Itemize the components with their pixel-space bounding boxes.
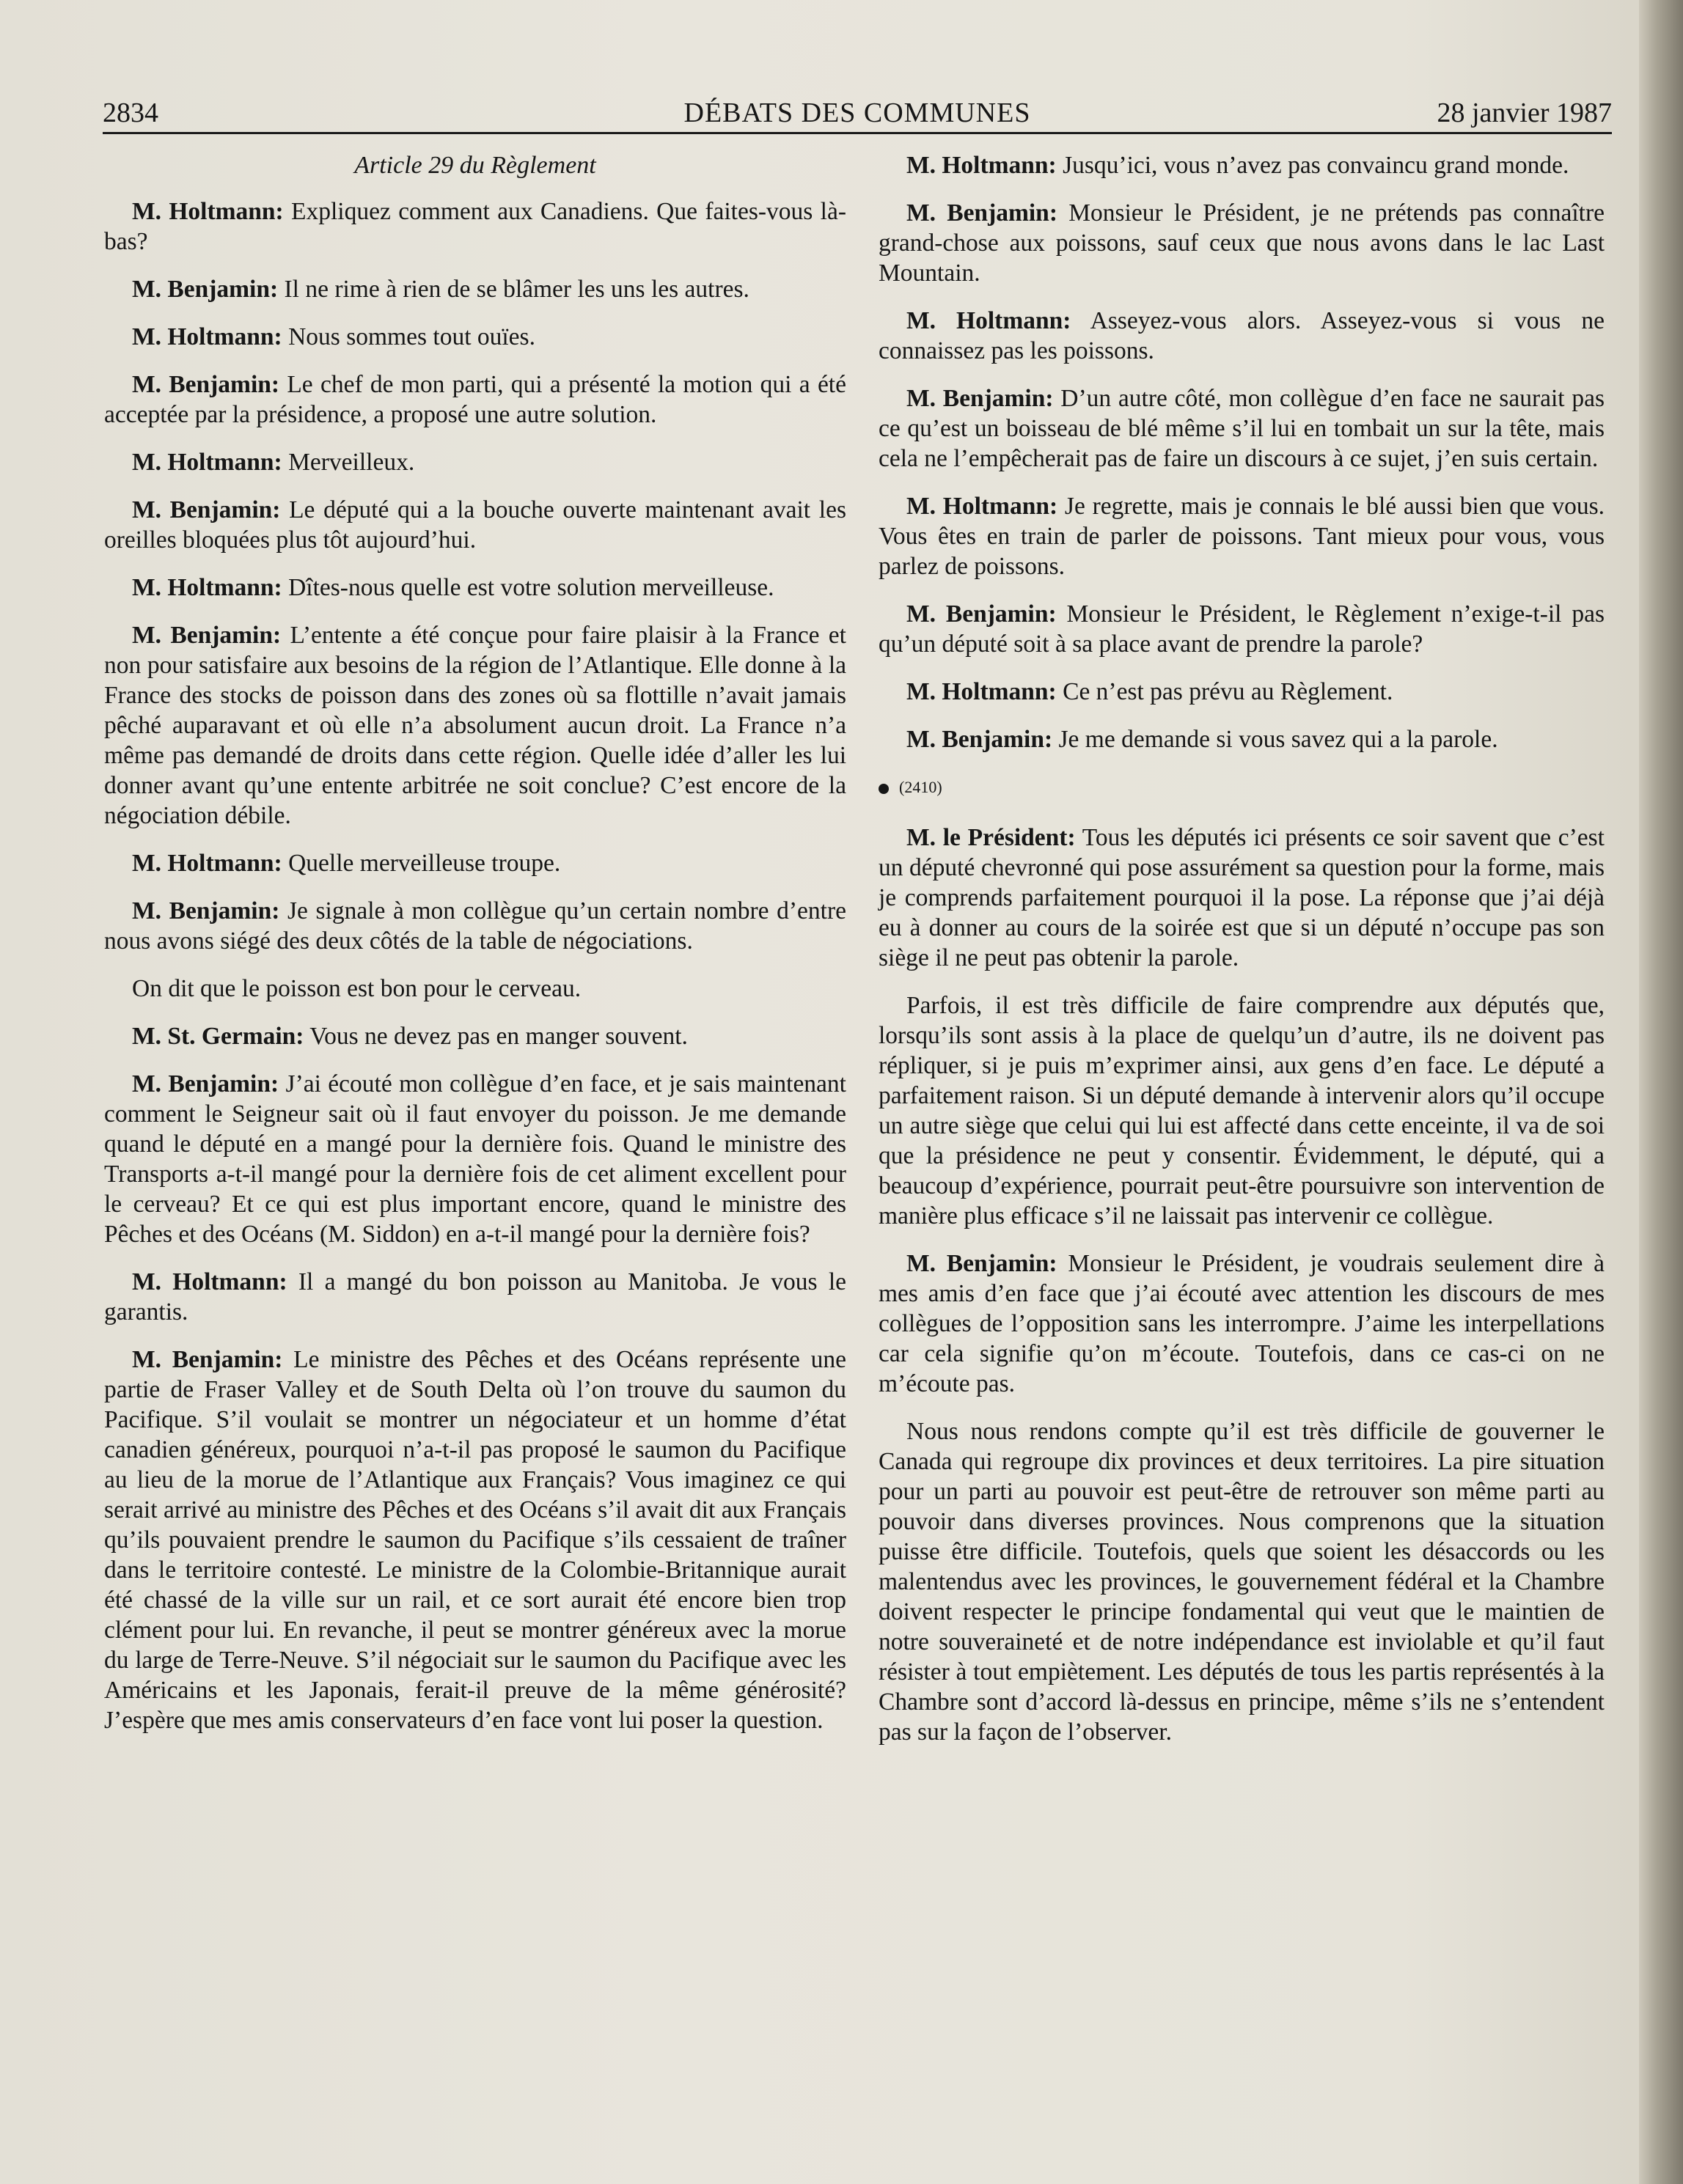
paragraph-text: D’un autre côté, mon collègue d’en face ne saurait pas ce qu’est un boisseau de blé même s’il lui en tombait un sur la tête, mais cela ne l’empêcherait pas de faire un discours à ce sujet, j’en suis certain. xyxy=(879,385,1605,472)
paragraph-text: On dit que le poisson est bon pour le cerveau. xyxy=(132,975,582,1002)
paragraph xyxy=(879,823,1605,973)
paragraph xyxy=(104,447,846,477)
paragraph-text: Le député qui a la bouche ouverte maintenant avait les oreilles bloquées plus tôt aujourd’hui. xyxy=(104,496,846,554)
paragraph xyxy=(879,990,1605,1231)
paragraph-text: Je regrette, mais je connais le blé aussi bien que vous. Vous êtes en train de parler de poissons. Tant mieux pour vous, vous parlez de poissons. xyxy=(879,493,1605,580)
speaker-name: M. Benjamin: xyxy=(906,1250,1057,1277)
paragraph-text: Quelle merveilleuse troupe. xyxy=(282,850,561,877)
speaker-name: M. Benjamin: xyxy=(906,199,1057,227)
right-paragraphs-before xyxy=(879,150,1605,754)
paragraph-text: Monsieur le Président, le Règlement n’exige-t-il pas qu’un député soit à sa place avant de prendre la parole? xyxy=(879,600,1605,658)
paragraph-text: Je signale à mon collègue qu’un certain nombre d’entre nous avons siégé des deux côtés de la table de négociations. xyxy=(104,897,846,955)
left-paragraphs xyxy=(104,196,846,1735)
speaker-name: M. Holtmann: xyxy=(132,1268,287,1295)
paragraph-text: Il ne rime à rien de se blâmer les uns les autres. xyxy=(278,276,749,303)
speaker-name: M. Holtmann: xyxy=(906,152,1057,179)
paragraph xyxy=(879,383,1605,474)
paragraph xyxy=(104,1267,846,1327)
speaker-name: M. Benjamin: xyxy=(132,276,279,303)
paragraph xyxy=(104,896,846,956)
paragraph-text: Il a mangé du bon poisson au Manitoba. Je vous le garantis. xyxy=(104,1268,846,1326)
speaker-name: M. Benjamin: xyxy=(132,622,282,649)
speaker-name: M. Benjamin: xyxy=(906,385,1054,412)
speaker-name: M. Benjamin: xyxy=(132,496,281,523)
speaker-name: M. Holtmann: xyxy=(132,449,282,476)
speaker-name: M. le Président: xyxy=(906,824,1076,851)
paragraph xyxy=(879,677,1605,707)
paragraph-text: Nous nous rendons compte qu’il est très difficile de gouverner le Canada qui regroupe dix provinces et deux territoires. La pire situation pour un parti au pouvoir est peut-être de retrouver son même parti au pouvoir dans diverses provinces. Nous comprenons que la situation puisse être difficile. Toutefois, quels que soient les désaccords ou les malentendus avec les provinces, le gouvernement fédéral et la Chambre doivent respecter le principe fondamental qui veut que le maintien de notre souveraineté et de notre indépendance est inviolable et qu’il faut résister à tout empiètement. Les députés de tous les partis représentés à la Chambre sont d’accord là-dessus en principe, même s’ils ne s’entendent pas sur la façon de l’observer. xyxy=(879,1418,1605,1746)
paragraph xyxy=(104,196,846,257)
paragraph-text: Tous les députés ici présents ce soir savent que c’est un député chevronné qui pose assurément sa question pour la forme, mais je comprends parfaitement pourquoi il la pose. La réponse que j’ai déjà eu à donner au cours de la soirée est que si un député n’occupe pas son siège il ne peut pas obtenir la parole. xyxy=(879,824,1605,971)
paragraph-text: Monsieur le Président, je ne prétends pas connaître grand-chose aux poissons, sauf ceux que nous avons dans le lac Last Mountain. xyxy=(879,199,1605,287)
paragraph-text: Le ministre des Pêches et des Océans représente une partie de Fraser Valley et de South Delta où l’on trouve du saumon du Pacifique. S’il voulait se montrer un négociateur et un homme d’état canadien généreux, pourquoi n’a-t-il pas proposé le saumon du Pacifique au lieu de la morue de l’Atlantique aux Français? Vous imaginez ce qui serait arrivé au ministre des Pêches et des Océans s’il avait dit aux Français qu’ils pouvaient prendre le saumon du Pacifique s’ils cessaient de traîner dans le territoire contesté. Le ministre de la Colombie-Britannique aurait été chassé de la ville sur un rail, et ce sort aurait été encore bien trop clément pour lui. En revanche, il peut se montrer généreux avec la morue du large de Terre-Neuve. S’il négociait sur le saumon du Pacifique avec les Américains et les Japonais, ferait-il preuve de la même générosité? J’espère que mes amis conservateurs d’en face vont lui poser la question. xyxy=(104,1346,846,1734)
speaker-name: M. Benjamin: xyxy=(132,1070,279,1097)
paragraph-text: Asseyez-vous alors. Asseyez-vous si vous ne connaissez pas les poissons. xyxy=(879,307,1605,364)
publication-date: 28 janvier 1987 xyxy=(1437,98,1612,128)
speaker-name: M. Holtmann: xyxy=(906,493,1058,520)
speaker-name: M. Holtmann: xyxy=(906,307,1071,334)
paragraph-text: Je me demande si vous savez qui a la parole. xyxy=(1052,726,1498,753)
paragraph xyxy=(879,599,1605,659)
paragraph-text: Nous sommes tout ouïes. xyxy=(282,323,535,350)
bullet-icon xyxy=(879,784,889,794)
paragraph xyxy=(104,974,846,1004)
speaker-name: M. Benjamin: xyxy=(132,897,280,924)
book-spine-shadow xyxy=(1639,0,1683,2184)
paragraph xyxy=(104,1345,846,1735)
paragraph-text: Jusqu’ici, vous n’avez pas convaincu grand monde. xyxy=(1056,152,1569,179)
paragraph xyxy=(879,306,1605,366)
paragraph xyxy=(104,1069,846,1249)
paragraph xyxy=(104,369,846,430)
paragraph-text: Ce n’est pas prévu au Règlement. xyxy=(1056,678,1393,705)
paragraph-text: Vous ne devez pas en manger souvent. xyxy=(304,1023,688,1050)
paragraph xyxy=(879,150,1605,180)
speaker-name: M. Holtmann: xyxy=(132,323,282,350)
paragraph xyxy=(104,573,846,603)
speaker-name: M. Benjamin: xyxy=(906,600,1057,628)
speaker-name: M. Benjamin: xyxy=(906,726,1053,753)
right-column xyxy=(879,150,1605,1765)
paragraph-text: Dîtes-nous quelle est votre solution merveilleuse. xyxy=(282,574,774,601)
paragraph-text: Merveilleux. xyxy=(282,449,415,476)
speaker-name: M. Holtmann: xyxy=(132,574,282,601)
paragraph xyxy=(104,1021,846,1051)
paragraph xyxy=(879,1416,1605,1747)
speaker-name: M. Holtmann: xyxy=(132,850,282,877)
paragraph-text: Parfois, il est très difficile de faire comprendre aux députés que, lorsqu’ils sont assis à la place de quelqu’un d’autre, ils ne doivent pas répliquer, si je puis m’exprimer ainsi, aux gens d’en face. Le député a parfaitement raison. Si un député demande à intervenir alors qu’il occupe un autre siège que celui qui lui est affecté dans cette enceinte, il va de soi que la présidence ne peut y consentir. Évidemment, le député, qui a beaucoup d’expérience, pourrait peut-être poursuivre son intervention de manière plus efficace s’il ne laissait pas intervenir ce collègue. xyxy=(879,992,1605,1229)
speaker-name: M. St. Germain: xyxy=(132,1023,304,1050)
paragraph xyxy=(104,322,846,352)
left-column xyxy=(104,150,846,1753)
paragraph-text: Expliquez comment aux Canadiens. Que faites-vous là-bas? xyxy=(104,198,846,255)
paragraph xyxy=(879,724,1605,754)
speaker-name: M. Benjamin: xyxy=(132,1346,283,1373)
paragraph xyxy=(879,491,1605,581)
paragraph xyxy=(879,198,1605,288)
section-heading: Article 29 du Règlement xyxy=(354,152,596,179)
time-marker-text: (2410) xyxy=(899,778,942,796)
speaker-name: M. Benjamin: xyxy=(132,371,280,398)
paragraph xyxy=(104,274,846,304)
right-paragraphs-after xyxy=(879,823,1605,1747)
paragraph-text: Le chef de mon parti, qui a présenté la motion qui a été acceptée par la présidence, a proposé une autre solution. xyxy=(104,371,846,428)
paragraph-text: Monsieur le Président, je voudrais seulement dire à mes amis d’en face que j’ai écouté avec attention les discours de mes collègues de l’opposition sans les interrompre. J’aime les interpellations car cela signifie qu’on m’écoute. Toutefois, dans ce cas-ci on ne m’écoute pas. xyxy=(879,1250,1605,1397)
time-marker xyxy=(879,772,1605,802)
publication-title: DÉBATS DES COMMUNES xyxy=(683,98,1031,128)
paragraph xyxy=(104,620,846,831)
paragraph xyxy=(879,1249,1605,1399)
paragraph-text: L’entente a été conçue pour faire plaisir à la France et non pour satisfaire aux besoins de la région de l’Atlantique. Elle donne à la France des stocks de poisson dans des zones où sa flottille n’avait jamais pêché auparavant et où elle n’a absolument aucun droit. La France n’a même pas demandé de droits dans cette région. Quelle idée d’aller les lui donner avant qu’une entente arbitrée ne soit conclue? C’est encore de la négociation débile. xyxy=(104,622,846,829)
speaker-name: M. Holtmann: xyxy=(132,198,284,225)
speaker-name: M. Holtmann: xyxy=(906,678,1057,705)
paragraph-text: J’ai écouté mon collègue d’en face, et je sais maintenant comment le Seigneur sait où il faut envoyer du poisson. Je me demande quand le député en a mangé pour la dernière fois. Quand le ministre des Transports a-t-il mangé pour la dernière fois de cet aliment excellent pour le cerveau? Et ce qui est plus important encore, quand le ministre des Pêches et des Océans (M. Siddon) en a-t-il mangé pour la dernière fois? xyxy=(104,1070,846,1248)
paragraph xyxy=(104,848,846,878)
page-number: 2834 xyxy=(103,98,158,128)
page-header xyxy=(103,91,1612,134)
paragraph xyxy=(104,495,846,555)
